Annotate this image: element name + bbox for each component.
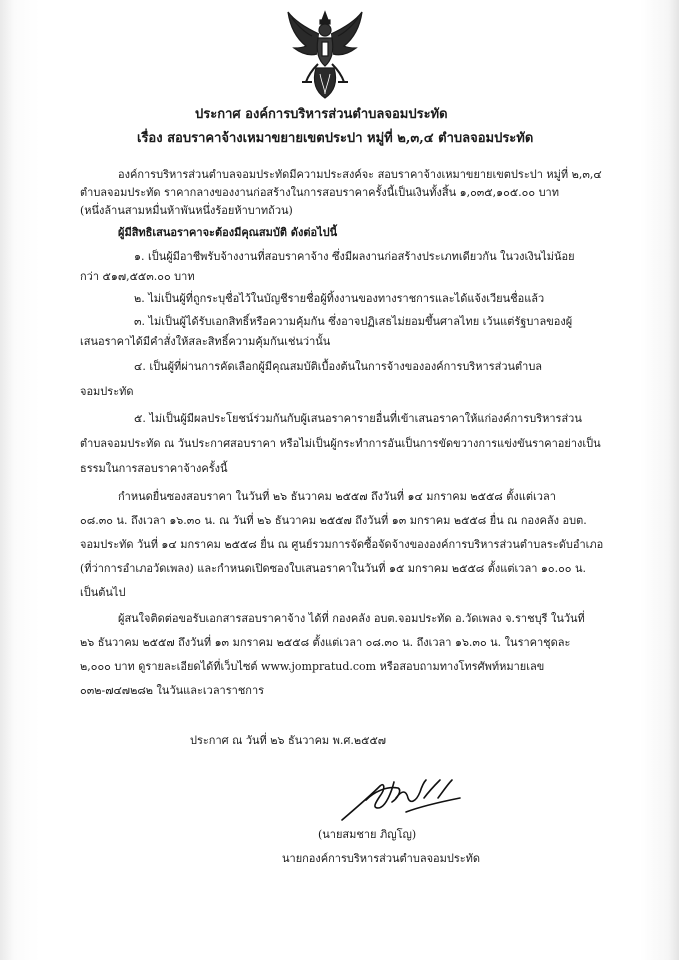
schedule-line-3: จอมประทัด วันที่ ๑๔ มกราคม ๒๕๕๘ ยื่น ณ ศูนย์รวมการจัดซื้อจัดจ้างขององค์การบริหารส่วนตำบลระดับอำเภอ [80,538,604,551]
qualification-4b: จอมประทัด [80,385,134,398]
contact-line-2: ๒๖ ธันวาคม ๒๕๕๗ ถึงวันที่ ๑๓ มกราคม ๒๕๕๘ ตั้งแต่เวลา ๐๘.๓๐ น. ถึงเวลา ๑๖.๓๐ น. ในราคาชุดละ [80,636,571,649]
signer-name: (นายสมชาย ภิญโญ) [318,828,417,841]
schedule-line-5: เป็นต้นไป [80,586,126,599]
intro-line-1: องค์การบริหารส่วนตำบลจอมประทัดมีความประสงค์จะ สอบราคาจ้างเหมาขยายเขตประปา หมู่ที่ ๒,๓,๔ [118,168,602,181]
qualification-1a: ๑. เป็นผู้มีอาชีพรับจ้างงานที่สอบราคาจ้าง ซึ่งมีผลงานก่อสร้างประเภทเดียวกัน ในวงเงินไม่น้อย [134,250,575,263]
garuda-emblem-icon [282,8,368,102]
schedule-line-2: ๐๘.๓๐ น. ถึงเวลา ๑๖.๓๐ น. ณ วันที่ ๒๖ ธันวาคม ๒๕๕๗ ถึงวันที่ ๑๓ มกราคม ๒๕๕๘ ยื่น ณ กองคลัง อบต. [80,514,587,527]
contact-line-4: ๐๓๒-๗๔๗๒๘๒ ในวันและเวลาราชการ [80,684,265,697]
qualification-3a: ๓. ไม่เป็นผู้ได้รับเอกสิทธิ์หรือความคุ้มกัน ซึ่งอาจปฏิเสธไม่ยอมขึ้นศาลไทย เว้นแต่รัฐบาลของผู้ [134,315,573,328]
intro-line-3: (หนึ่งล้านสามหมื่นห้าพันหนึ่งร้อยห้าบาทถ้วน) [80,204,293,217]
qualification-5a: ๕. ไม่เป็นผู้มีผลประโยชน์ร่วมกันกับผู้เสนอราคารายอื่นที่เข้าเสนอราคาให้แก่องค์การบริหารส่วน [134,412,582,425]
qualification-5b: ตำบลจอมประทัด ณ วันประกาศสอบราคา หรือไม่เป็นผู้กระทำการอันเป็นการขัดขวางการแข่งขันราคาอย่างเป็น [80,437,601,450]
qualification-heading: ผู้มีสิทธิเสนอราคาจะต้องมีคุณสมบัติ ดังต่อไปนี้ [118,226,338,239]
handwritten-signature [336,768,466,828]
contact-line-1: ผู้สนใจติดต่อขอรับเอกสารสอบราคาจ้าง ได้ที่ กองคลัง อบต.จอมประทัด อ.วัดเพลง จ.ราชบุรี ในวันที่ [118,612,585,625]
qualification-3b: เสนอราคาได้มีคำสั่งให้สละสิทธิ์ความคุ้มกันเช่นว่านั้น [80,335,331,348]
announcement-date: ประกาศ ณ วันที่ ๒๖ ธันวาคม พ.ศ.๒๕๕๗ [190,734,387,747]
signer-title: นายกองค์การบริหารส่วนตำบลจอมประทัด [282,852,481,865]
intro-line-2: ตำบลจอมประทัด ราคากลางของงานก่อสร้างในการสอบราคาครั้งนี้เป็นเงินทั้งสิ้น ๑,๐๓๕,๑๐๕.๐๐ บาท [80,186,559,199]
schedule-line-4: (ที่ว่าการอำเภอวัดเพลง) และกำหนดเปิดซองใบเสนอราคาในวันที่ ๑๕ มกราคม ๒๕๕๘ ตั้งแต่เวลา ๑๐.๐๐ น. [80,562,587,575]
qualification-1b: กว่า ๕๑๗,๕๕๓.๐๐ บาท [80,270,195,283]
qualification-5c: ธรรมในการสอบราคาจ้างครั้งนี้ [80,462,228,475]
qualification-4a: ๔. เป็นผู้ที่ผ่านการคัดเลือกผู้มีคุณสมบัติเบื้องต้นในการจ้างขององค์การบริหารส่วนตำบล [134,360,543,373]
announcement-subject: เรื่อง สอบราคาจ้างเหมาขยายเขตประปา หมู่ที่ ๒,๓,๔ ตำบลจอมประทัด [137,131,534,146]
contact-line-3: ๒,๐๐๐ บาท ดูรายละเอียดได้ที่เว็บไซต์ www.jompratud.com หรือสอบถามทางโทรศัพท์หมายเลข [80,660,545,673]
announcement-title: ประกาศ องค์การบริหารส่วนตำบลจอมประทัด [195,107,448,122]
qualification-2: ๒. ไม่เป็นผู้ที่ถูกระบุชื่อไว้ในบัญชีรายชื่อผู้ทิ้งงานของทางราชการและได้แจ้งเวียนชื่อแล้ว [134,292,545,305]
schedule-line-1: กำหนดยื่นซองสอบราคา ในวันที่ ๒๖ ธันวาคม ๒๕๕๗ ถึงวันที่ ๑๔ มกราคม ๒๕๕๘ ตั้งแต่เวลา [118,490,556,503]
